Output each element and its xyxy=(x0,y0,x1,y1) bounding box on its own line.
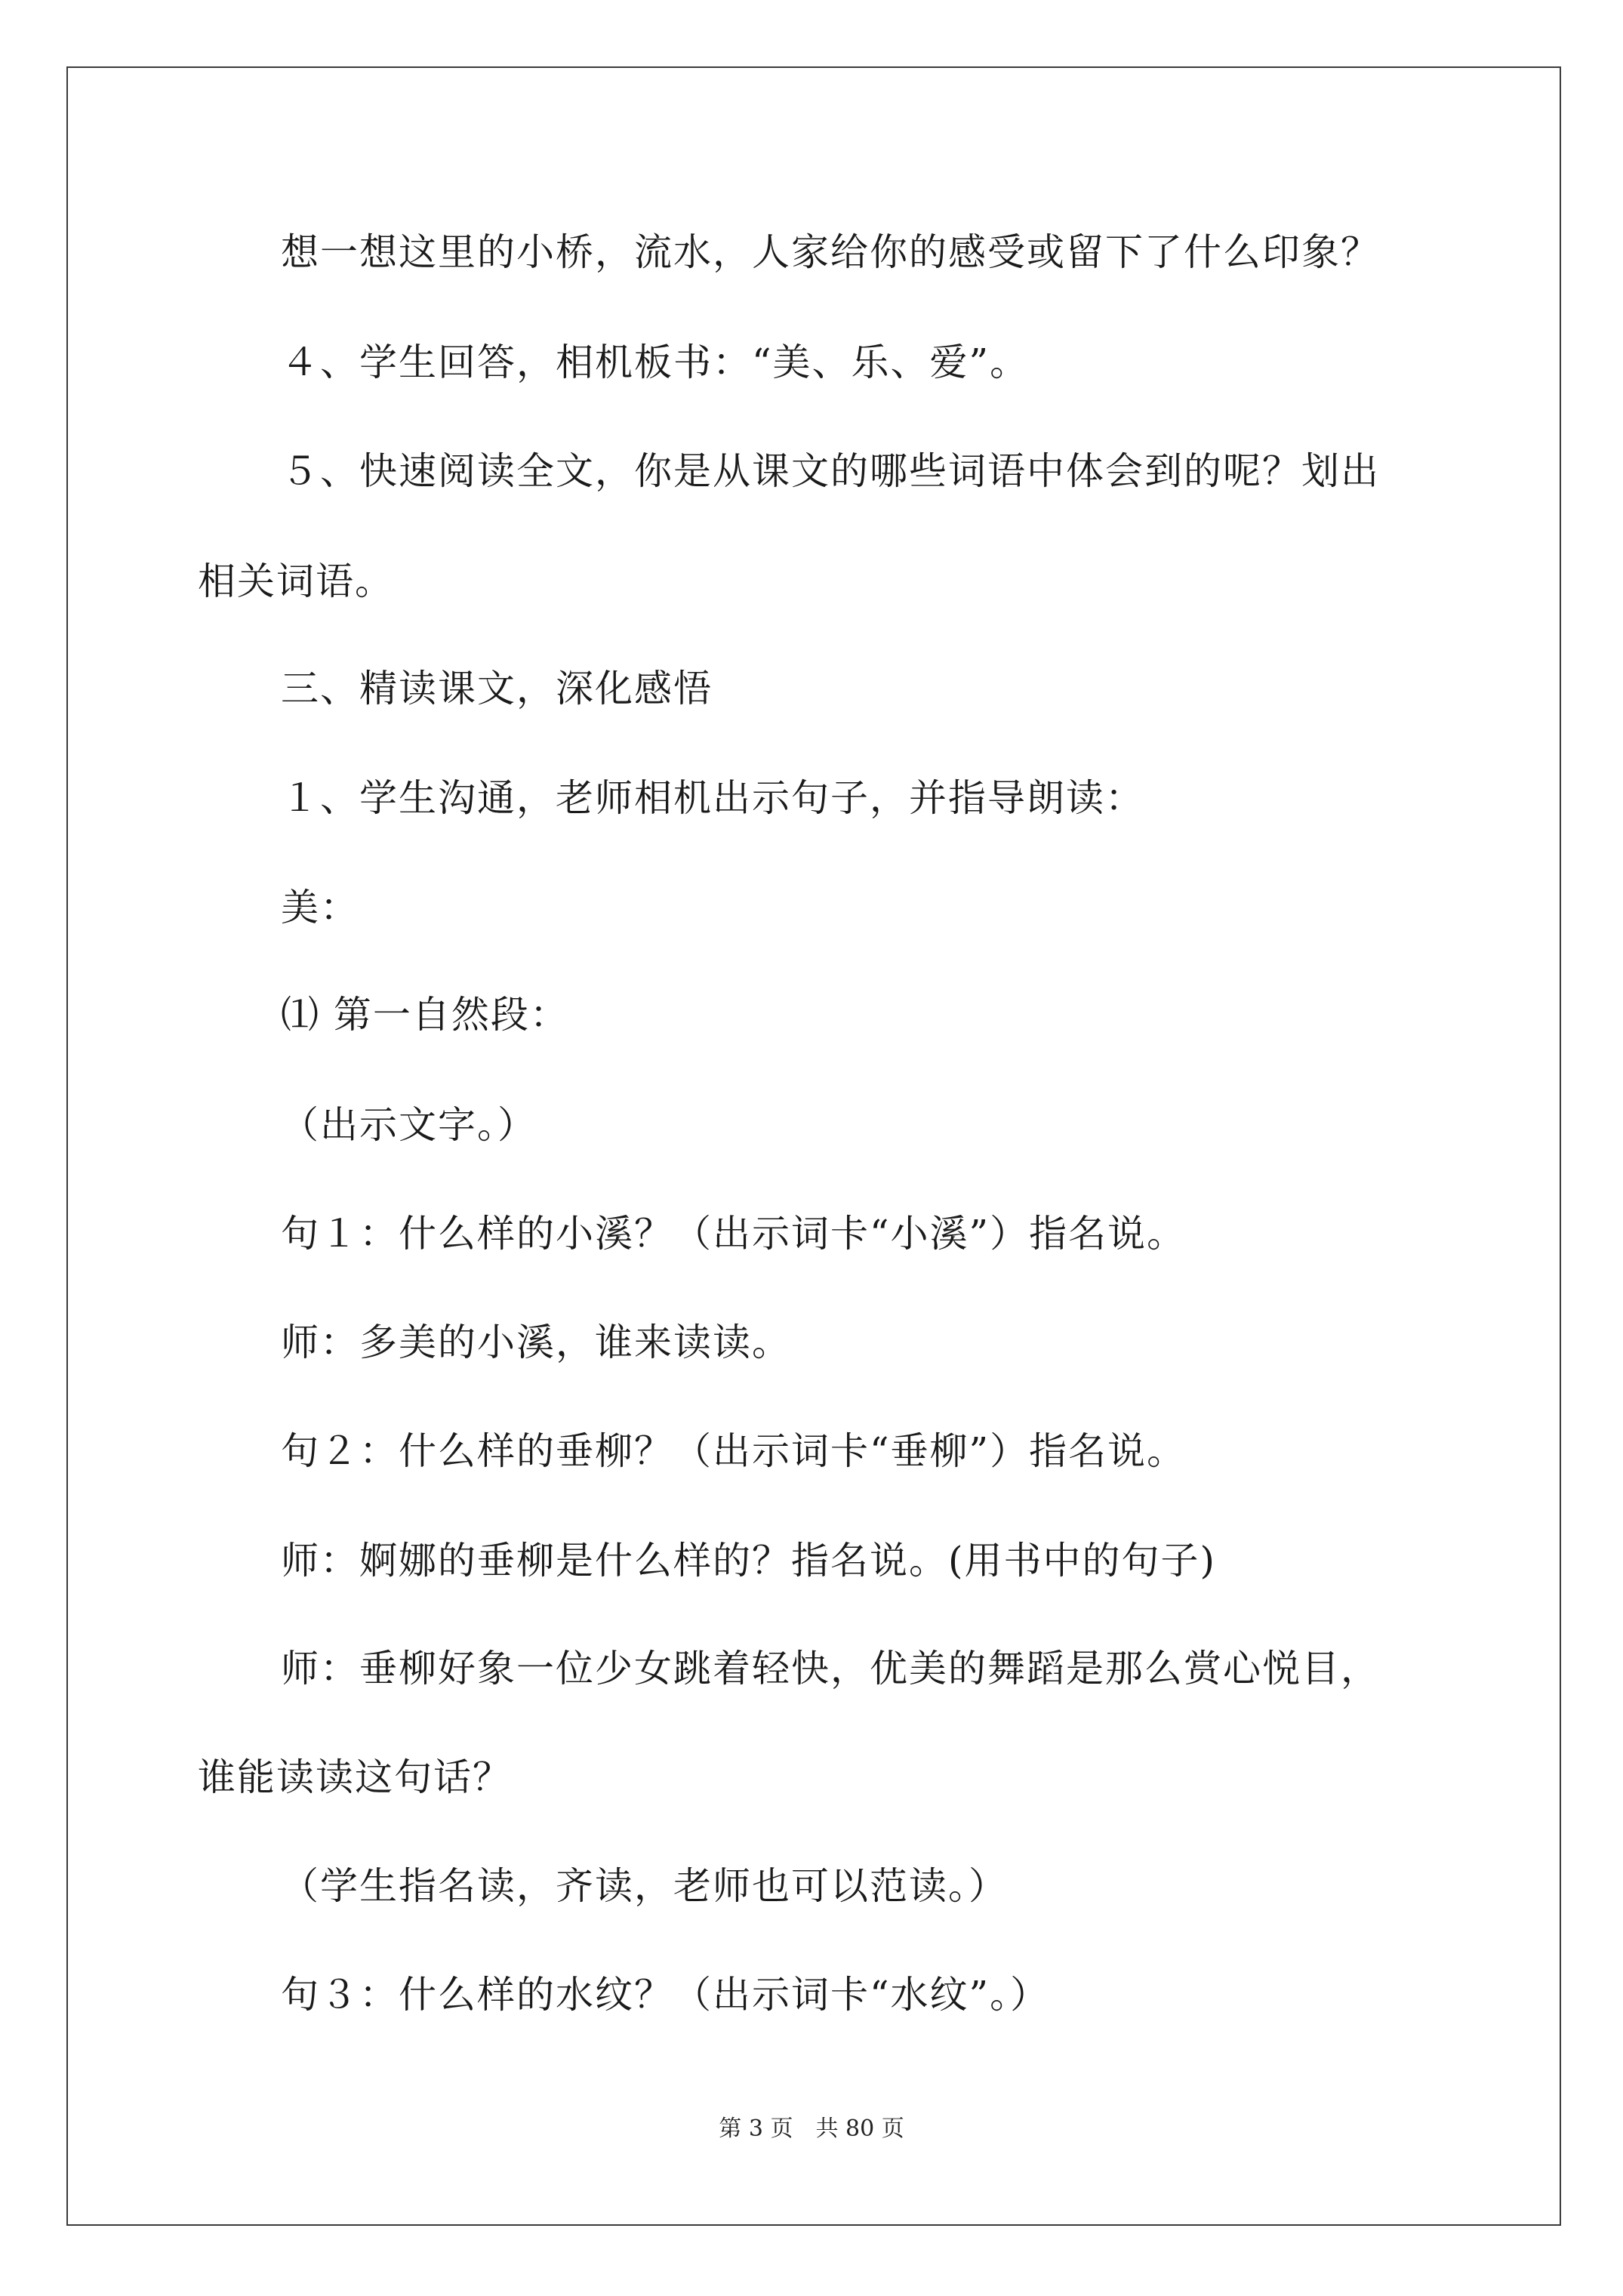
paragraph-line: 相关词语。 xyxy=(198,559,394,603)
paragraph-line: ⑴ 第一自然段： xyxy=(281,993,569,1037)
paragraph-line: ４、学生回答，相机板书：“美、乐、爱”。 xyxy=(281,341,1030,384)
paragraph-line: （出示文字。） xyxy=(281,1103,537,1147)
paragraph-line: 句１：什么样的小溪？（出示词卡“小溪”）指名说。 xyxy=(281,1212,1187,1256)
section-heading: 三、精读课文，深化感悟 xyxy=(281,667,713,710)
paragraph-line: 美： xyxy=(281,886,359,929)
page-number-footer: 第 3 页 共 80 页 xyxy=(719,2116,904,2142)
paragraph-line: １、学生沟通，老师相机出示句子，并指导朗读： xyxy=(281,776,1144,820)
paragraph-line: 想一想这里的小桥，流水，人家给你的感受或留下了什么印象？ xyxy=(281,230,1380,274)
paragraph-line: 谁能读读这句话？ xyxy=(198,1755,512,1799)
paragraph-line: 师：垂柳好象一位少女跳着轻快，优美的舞蹈是那么赏心悦目， xyxy=(281,1647,1380,1690)
paragraph-line: 句３：什么样的水纹？（出示词卡“水纹”。） xyxy=(281,1973,1050,2017)
paragraph-line: （学生指名读，齐读，老师也可以范读。） xyxy=(281,1864,1008,1908)
paragraph-line: 师：多美的小溪，谁来读读。 xyxy=(281,1321,791,1364)
paragraph-line: 句２：什么样的垂柳？（出示词卡“垂柳”）指名说。 xyxy=(281,1429,1187,1473)
paragraph-line: 师：婀娜的垂柳是什么样的？指名说。(用书中的句子) xyxy=(281,1539,1217,1583)
paragraph-line: ５、快速阅读全文，你是从课文的哪些词语中体会到的呢？划出 xyxy=(281,449,1380,493)
